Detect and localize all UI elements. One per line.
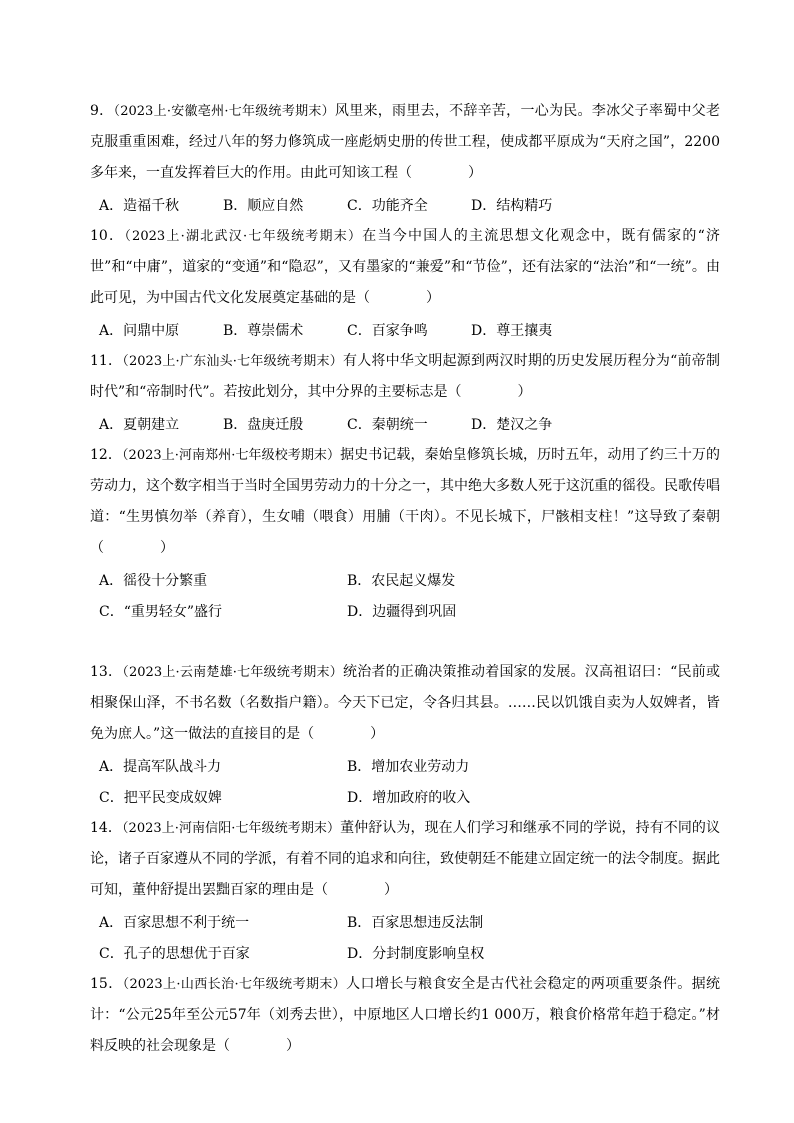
options-row <box>90 595 720 626</box>
question-source: （2023上·广东汕头·七年级统考期末） <box>122 354 343 369</box>
option-c[interactable]: C．孔子的思想优于百家 <box>99 945 250 962</box>
question-12 <box>90 440 720 626</box>
options-row <box>90 750 720 781</box>
option-c[interactable]: C．百家争鸣 <box>347 322 428 339</box>
option-b[interactable]: B．百家思想违反法制 <box>347 914 484 931</box>
question-text: 在当今中国人的主流思想文化观念中，既有儒家的“济世”和“中庸”，道家的“变通”和“隐忍”，又有墨家的“兼爱”和“节俭”，还有法家的“法治”和“一统”。由此可见，为中国古代文化发展奠定基础的是（ ） <box>90 228 720 306</box>
question-stem <box>90 969 720 1062</box>
question-source: （2023上·山西长治·七年级统考期末） <box>122 977 347 992</box>
option-d[interactable]: D．尊王攘夷 <box>471 322 553 339</box>
question-number: 9． <box>90 103 114 119</box>
options-row <box>90 408 720 439</box>
question-15 <box>90 969 720 1062</box>
question-9 <box>90 96 720 220</box>
option-a[interactable]: A．徭役十分繁重 <box>99 572 208 589</box>
option-d[interactable]: D．分封制度影响皇权 <box>347 945 485 962</box>
question-stem <box>90 96 720 189</box>
question-number: 10． <box>90 228 125 244</box>
question-10 <box>90 221 720 345</box>
question-source: （2023上·河南郑州·七年级校考期末） <box>121 448 341 463</box>
question-stem <box>90 657 720 750</box>
question-text: 风里来，雨里去，不辞辛苦，一心为民。李冰父子率蜀中父老克服重重困难，经过八年的努力修筑成一座彪炳史册的传世工程，使成都平原成为“天府之国”，2200多年来，一直发挥着巨大的作用。由此可知该工程（ ） <box>90 103 720 181</box>
question-stem <box>90 346 720 408</box>
option-d[interactable]: D．结构精巧 <box>471 197 553 214</box>
option-c[interactable]: C．把平民变成奴婢 <box>99 789 222 806</box>
option-d[interactable]: D．楚汉之争 <box>471 416 553 433</box>
question-text: 统治者的正确决策推动着国家的发展。汉高祖诏曰：“民前或相聚保山泽，不书名数（名数指户籍）。今天下已定，令各归其县。……民以饥饿自卖为人奴婢者，皆免为庶人。”这一做法的直接目的是（ ） <box>90 664 720 742</box>
question-text: 人口增长与粮食安全是古代社会稳定的两项重要条件。据统计：“公元25年至公元57年（刘秀去世），中原地区人口增长约1 000万，粮食价格常年趋于稳定。”材料反映的社会现象是（ ） <box>90 976 720 1054</box>
option-b[interactable]: B．农民起义爆发 <box>347 572 456 589</box>
options-row <box>90 781 720 812</box>
question-number: 13． <box>90 664 123 680</box>
option-c[interactable]: C．“重男轻女”盛行 <box>99 603 223 620</box>
option-a[interactable]: A．百家思想不利于统一 <box>99 914 250 931</box>
question-number: 12． <box>90 447 122 463</box>
question-stem <box>90 813 720 906</box>
question-source: （2023上·河南信阳·七年级统考期末） <box>121 821 341 836</box>
question-text: 据史书记载，秦始皇修筑长城，历时五年，动用了约三十万的劳动力，这个数字相当于当时全国男劳动力的十分之一，其中绝大多数人死于这沉重的徭役。民歌传唱道：“生男慎勿举（养育），生女哺（喂食）用脯（干肉）。不见长城下，尸骸相支柱！”这导致了秦朝（ ） <box>90 447 720 556</box>
option-b[interactable]: B．顺应自然 <box>223 197 304 214</box>
question-source: （2023上·云南楚雄·七年级统考期末） <box>122 665 343 680</box>
question-stem <box>90 221 720 314</box>
option-a[interactable]: A．造福千秋 <box>99 197 180 214</box>
options-row <box>90 314 720 345</box>
option-b[interactable]: B．盘庚迁殷 <box>223 416 304 433</box>
question-number: 14． <box>90 820 122 836</box>
question-number: 15． <box>90 976 123 992</box>
question-number: 11． <box>90 353 123 369</box>
option-b[interactable]: B．尊崇儒术 <box>223 322 304 339</box>
option-c[interactable]: C．秦朝统一 <box>347 416 428 433</box>
question-14 <box>90 813 720 968</box>
option-a[interactable]: A．问鼎中原 <box>99 322 180 339</box>
question-11 <box>90 346 720 439</box>
question-source: （2023上·湖北武汉·七年级统考期末） <box>124 229 363 244</box>
options-row <box>90 937 720 968</box>
option-b[interactable]: B．增加农业劳动力 <box>347 758 470 775</box>
option-a[interactable]: A．夏朝建立 <box>99 416 180 433</box>
options-row <box>90 189 720 220</box>
options-row <box>90 906 720 937</box>
question-source: （2023上·安徽亳州·七年级统考期末） <box>113 104 335 119</box>
question-13 <box>90 657 720 812</box>
question-text: 有人将中华文明起源到两汉时期的历史发展历程分为“前帝制时代”和“帝制时代”。若按此划分，其中分界的主要标志是（ ） <box>90 353 720 400</box>
question-stem <box>90 440 720 564</box>
options-row <box>90 564 720 595</box>
option-d[interactable]: D．增加政府的收入 <box>347 789 471 806</box>
option-d[interactable]: D．边疆得到巩固 <box>347 603 457 620</box>
question-text: 董仲舒认为，现在人们学习和继承不同的学说，持有不同的议论，诸子百家遵从不同的学派，有着不同的追求和向往，致使朝廷不能建立固定统一的法令制度。据此可知，董仲舒提出罢黜百家的理由是（ ） <box>90 820 720 898</box>
option-a[interactable]: A．提高军队战斗力 <box>99 758 222 775</box>
option-c[interactable]: C．功能齐全 <box>347 197 428 214</box>
